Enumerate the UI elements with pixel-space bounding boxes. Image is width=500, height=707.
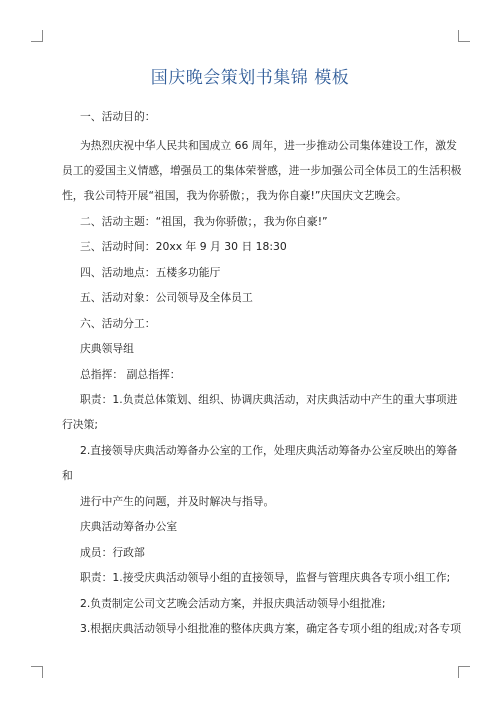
paragraph-line: 总指挥： 副总指挥：	[80, 368, 181, 381]
section-heading-purpose: 一、活动目的：	[80, 110, 156, 123]
section-heading-theme: 二、活动主题：“祖国，我为你骄傲；，我为你自豪!”	[80, 215, 328, 228]
paragraph-line: 成员：行政部	[80, 546, 145, 559]
paragraph-line: 员工的爱国主义情感，增强员工的集体荣誉感，进一步加强公司全体员工的生活积极	[62, 164, 462, 177]
paragraph-line: 职责：1.负责总体策划、组织、协调庆典活动，对庆典活动中产生的重大事项进	[80, 393, 458, 406]
paragraph-line: 2.直接领导庆典活动筹备办公室的工作，处理庆典活动筹备办公室反映出的筹备	[80, 444, 458, 457]
paragraph-line: 进行中产生的问题，并及时解决与指导。	[80, 495, 275, 508]
section-heading-division: 六、活动分工：	[80, 317, 156, 330]
paragraph-line: 为热烈庆祝中华人民共和国成立 66 周年，进一步推动公司集体建设工作，激发	[80, 139, 457, 152]
paragraph-line: 和	[62, 469, 73, 482]
paragraph-line: 职责：1.接受庆典活动领导小组的直接领导，监督与管理庆典各专项小组工作;	[80, 571, 451, 584]
paragraph-line: 性，我公司特开展“祖国，我为你骄傲；，我为你自豪!”庆国庆文艺晚会。	[62, 189, 407, 202]
crop-mark-bottom-left	[31, 666, 43, 678]
subheading-leadership-group: 庆典领导组	[80, 342, 134, 355]
section-heading-audience: 五、活动对象：公司领导及全体员工	[80, 291, 253, 304]
paragraph-line: 3.根据庆典活动领导小组批准的整体庆典方案，确定各专项小组的组成;对各专项	[80, 622, 462, 635]
paragraph-line: 行决策;	[62, 418, 99, 431]
subheading-preparation-office: 庆典活动筹备办公室	[80, 520, 178, 533]
crop-mark-bottom-right	[458, 666, 470, 678]
crop-mark-top-left	[31, 30, 43, 42]
paragraph-line: 2.负责制定公司文艺晚会活动方案，并报庆典活动领导小组批准;	[80, 597, 386, 610]
section-heading-time: 三、活动时间：20xx 年 9 月 30 日 18:30	[80, 240, 287, 253]
section-heading-location: 四、活动地点：五楼多功能厅	[80, 266, 221, 279]
document-title: 国庆晚会策划书集锦 模板	[150, 68, 350, 88]
crop-mark-top-right	[458, 30, 470, 42]
